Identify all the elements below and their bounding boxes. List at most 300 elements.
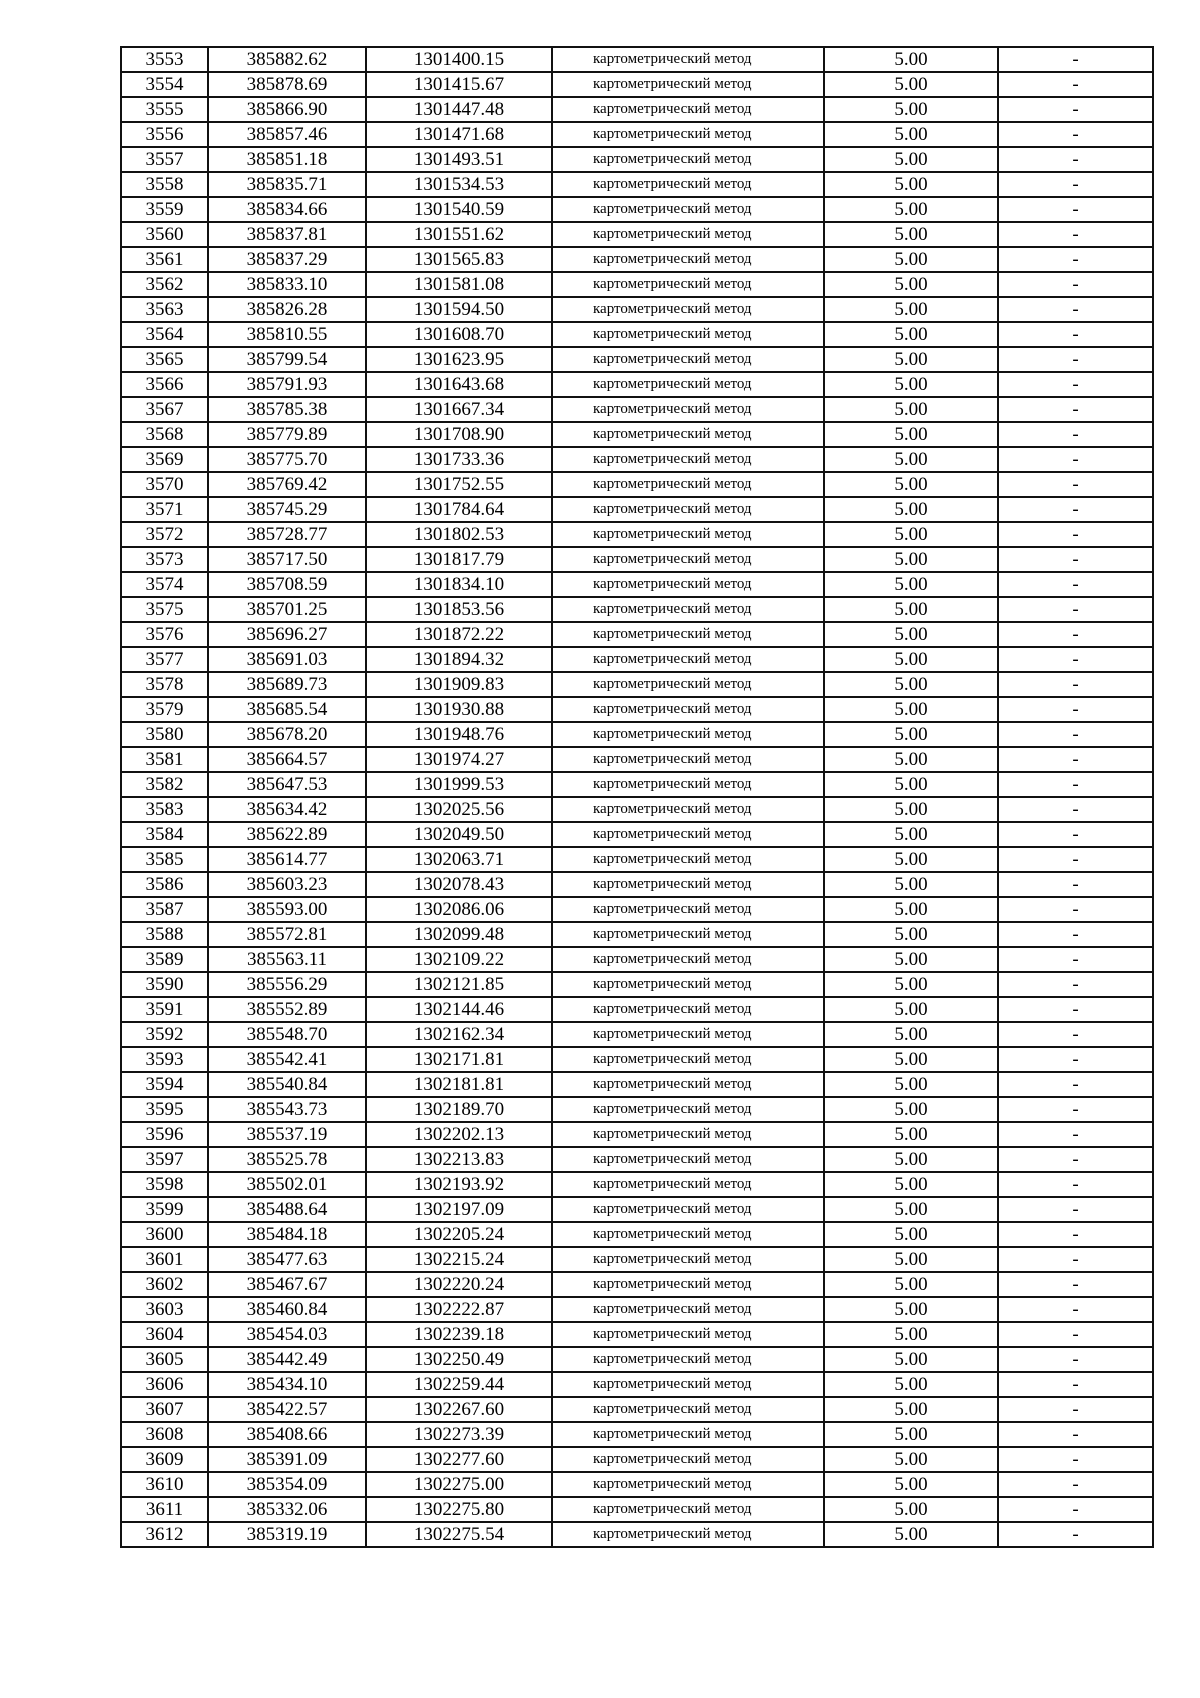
y-coordinate-cell: 1301623.95 bbox=[366, 347, 552, 372]
note-cell: - bbox=[998, 447, 1153, 472]
point-number-cell: 3577 bbox=[121, 647, 208, 672]
table-row bbox=[121, 722, 1153, 747]
point-number-cell: 3599 bbox=[121, 1197, 208, 1222]
x-coordinate-cell: 385685.54 bbox=[208, 697, 366, 722]
y-coordinate-cell: 1301752.55 bbox=[366, 472, 552, 497]
point-number-cell: 3594 bbox=[121, 1072, 208, 1097]
method-cell: картометрический метод bbox=[552, 472, 824, 497]
x-coordinate-cell: 385664.57 bbox=[208, 747, 366, 772]
table-row bbox=[121, 1297, 1153, 1322]
x-coordinate-cell: 385556.29 bbox=[208, 972, 366, 997]
method-cell: картометрический метод bbox=[552, 1072, 824, 1097]
accuracy-cell: 5.00 bbox=[824, 797, 998, 822]
point-number-cell: 3563 bbox=[121, 297, 208, 322]
accuracy-cell: 5.00 bbox=[824, 1122, 998, 1147]
accuracy-cell: 5.00 bbox=[824, 1447, 998, 1472]
y-coordinate-cell: 1302197.09 bbox=[366, 1197, 552, 1222]
point-number-cell: 3612 bbox=[121, 1522, 208, 1547]
y-coordinate-cell: 1301894.32 bbox=[366, 647, 552, 672]
note-cell: - bbox=[998, 947, 1153, 972]
table-row bbox=[121, 1022, 1153, 1047]
table-row bbox=[121, 397, 1153, 422]
accuracy-cell: 5.00 bbox=[824, 197, 998, 222]
method-cell: картометрический метод bbox=[552, 647, 824, 672]
x-coordinate-cell: 385319.19 bbox=[208, 1522, 366, 1547]
note-cell: - bbox=[998, 522, 1153, 547]
point-number-cell: 3587 bbox=[121, 897, 208, 922]
method-cell: картометрический метод bbox=[552, 1472, 824, 1497]
y-coordinate-cell: 1302189.70 bbox=[366, 1097, 552, 1122]
x-coordinate-cell: 385543.73 bbox=[208, 1097, 366, 1122]
method-cell: картометрический метод bbox=[552, 1272, 824, 1297]
note-cell: - bbox=[998, 847, 1153, 872]
method-cell: картометрический метод bbox=[552, 422, 824, 447]
y-coordinate-cell: 1302259.44 bbox=[366, 1372, 552, 1397]
x-coordinate-cell: 385552.89 bbox=[208, 997, 366, 1022]
table-row bbox=[121, 647, 1153, 672]
table-row bbox=[121, 147, 1153, 172]
accuracy-cell: 5.00 bbox=[824, 497, 998, 522]
point-number-cell: 3598 bbox=[121, 1172, 208, 1197]
accuracy-cell: 5.00 bbox=[824, 972, 998, 997]
x-coordinate-cell: 385484.18 bbox=[208, 1222, 366, 1247]
point-number-cell: 3567 bbox=[121, 397, 208, 422]
accuracy-cell: 5.00 bbox=[824, 997, 998, 1022]
point-number-cell: 3603 bbox=[121, 1297, 208, 1322]
method-cell: картометрический метод bbox=[552, 322, 824, 347]
note-cell: - bbox=[998, 672, 1153, 697]
method-cell: картометрический метод bbox=[552, 222, 824, 247]
accuracy-cell: 5.00 bbox=[824, 272, 998, 297]
note-cell: - bbox=[998, 247, 1153, 272]
note-cell: - bbox=[998, 1172, 1153, 1197]
table-row bbox=[121, 322, 1153, 347]
x-coordinate-cell: 385678.20 bbox=[208, 722, 366, 747]
method-cell: картометрический метод bbox=[552, 447, 824, 472]
x-coordinate-cell: 385603.23 bbox=[208, 872, 366, 897]
table-row bbox=[121, 272, 1153, 297]
accuracy-cell: 5.00 bbox=[824, 1322, 998, 1347]
x-coordinate-cell: 385477.63 bbox=[208, 1247, 366, 1272]
x-coordinate-cell: 385354.09 bbox=[208, 1472, 366, 1497]
accuracy-cell: 5.00 bbox=[824, 422, 998, 447]
accuracy-cell: 5.00 bbox=[824, 572, 998, 597]
x-coordinate-cell: 385878.69 bbox=[208, 72, 366, 97]
y-coordinate-cell: 1301493.51 bbox=[366, 147, 552, 172]
table-row bbox=[121, 1047, 1153, 1072]
note-cell: - bbox=[998, 1197, 1153, 1222]
x-coordinate-cell: 385537.19 bbox=[208, 1122, 366, 1147]
table-row bbox=[121, 172, 1153, 197]
table-row bbox=[121, 1147, 1153, 1172]
table-row bbox=[121, 847, 1153, 872]
method-cell: картометрический метод bbox=[552, 397, 824, 422]
note-cell: - bbox=[998, 1297, 1153, 1322]
table-row bbox=[121, 1322, 1153, 1347]
method-cell: картометрический метод bbox=[552, 1372, 824, 1397]
accuracy-cell: 5.00 bbox=[824, 1372, 998, 1397]
x-coordinate-cell: 385332.06 bbox=[208, 1497, 366, 1522]
accuracy-cell: 5.00 bbox=[824, 847, 998, 872]
x-coordinate-cell: 385837.29 bbox=[208, 247, 366, 272]
note-cell: - bbox=[998, 772, 1153, 797]
point-number-cell: 3564 bbox=[121, 322, 208, 347]
method-cell: картометрический метод bbox=[552, 247, 824, 272]
method-cell: картометрический метод bbox=[552, 47, 824, 72]
note-cell: - bbox=[998, 1447, 1153, 1472]
y-coordinate-cell: 1301784.64 bbox=[366, 497, 552, 522]
point-number-cell: 3578 bbox=[121, 672, 208, 697]
y-coordinate-cell: 1302275.54 bbox=[366, 1522, 552, 1547]
x-coordinate-cell: 385647.53 bbox=[208, 772, 366, 797]
y-coordinate-cell: 1301581.08 bbox=[366, 272, 552, 297]
table-row bbox=[121, 472, 1153, 497]
x-coordinate-cell: 385434.10 bbox=[208, 1372, 366, 1397]
method-cell: картометрический метод bbox=[552, 1122, 824, 1147]
table-row bbox=[121, 97, 1153, 122]
note-cell: - bbox=[998, 1272, 1153, 1297]
point-number-cell: 3600 bbox=[121, 1222, 208, 1247]
accuracy-cell: 5.00 bbox=[824, 1272, 998, 1297]
method-cell: картометрический метод bbox=[552, 72, 824, 97]
accuracy-cell: 5.00 bbox=[824, 322, 998, 347]
table-row bbox=[121, 1472, 1153, 1497]
note-cell: - bbox=[998, 997, 1153, 1022]
point-number-cell: 3553 bbox=[121, 47, 208, 72]
note-cell: - bbox=[998, 147, 1153, 172]
point-number-cell: 3571 bbox=[121, 497, 208, 522]
accuracy-cell: 5.00 bbox=[824, 1147, 998, 1172]
y-coordinate-cell: 1302215.24 bbox=[366, 1247, 552, 1272]
accuracy-cell: 5.00 bbox=[824, 372, 998, 397]
y-coordinate-cell: 1301948.76 bbox=[366, 722, 552, 747]
point-number-cell: 3562 bbox=[121, 272, 208, 297]
table-row bbox=[121, 197, 1153, 222]
point-number-cell: 3572 bbox=[121, 522, 208, 547]
y-coordinate-cell: 1302121.85 bbox=[366, 972, 552, 997]
method-cell: картометрический метод bbox=[552, 597, 824, 622]
x-coordinate-cell: 385408.66 bbox=[208, 1422, 366, 1447]
y-coordinate-cell: 1301594.50 bbox=[366, 297, 552, 322]
note-cell: - bbox=[998, 47, 1153, 72]
point-number-cell: 3592 bbox=[121, 1022, 208, 1047]
note-cell: - bbox=[998, 1247, 1153, 1272]
method-cell: картометрический метод bbox=[552, 572, 824, 597]
table-row bbox=[121, 672, 1153, 697]
y-coordinate-cell: 1302239.18 bbox=[366, 1322, 552, 1347]
y-coordinate-cell: 1302205.24 bbox=[366, 1222, 552, 1247]
method-cell: картометрический метод bbox=[552, 1022, 824, 1047]
note-cell: - bbox=[998, 1322, 1153, 1347]
y-coordinate-cell: 1301471.68 bbox=[366, 122, 552, 147]
y-coordinate-cell: 1302220.24 bbox=[366, 1272, 552, 1297]
accuracy-cell: 5.00 bbox=[824, 47, 998, 72]
method-cell: картометрический метод bbox=[552, 847, 824, 872]
x-coordinate-cell: 385708.59 bbox=[208, 572, 366, 597]
table-row bbox=[121, 522, 1153, 547]
x-coordinate-cell: 385442.49 bbox=[208, 1347, 366, 1372]
accuracy-cell: 5.00 bbox=[824, 222, 998, 247]
method-cell: картометрический метод bbox=[552, 697, 824, 722]
x-coordinate-cell: 385866.90 bbox=[208, 97, 366, 122]
table-row bbox=[121, 1247, 1153, 1272]
table-row bbox=[121, 422, 1153, 447]
point-number-cell: 3586 bbox=[121, 872, 208, 897]
y-coordinate-cell: 1302099.48 bbox=[366, 922, 552, 947]
accuracy-cell: 5.00 bbox=[824, 1047, 998, 1072]
y-coordinate-cell: 1302063.71 bbox=[366, 847, 552, 872]
x-coordinate-cell: 385622.89 bbox=[208, 822, 366, 847]
method-cell: картометрический метод bbox=[552, 1222, 824, 1247]
y-coordinate-cell: 1301802.53 bbox=[366, 522, 552, 547]
method-cell: картометрический метод bbox=[552, 297, 824, 322]
note-cell: - bbox=[998, 1097, 1153, 1122]
point-number-cell: 3607 bbox=[121, 1397, 208, 1422]
point-number-cell: 3606 bbox=[121, 1372, 208, 1397]
accuracy-cell: 5.00 bbox=[824, 547, 998, 572]
table-row bbox=[121, 122, 1153, 147]
accuracy-cell: 5.00 bbox=[824, 622, 998, 647]
method-cell: картометрический метод bbox=[552, 172, 824, 197]
note-cell: - bbox=[998, 1147, 1153, 1172]
table-row bbox=[121, 1522, 1153, 1547]
point-number-cell: 3573 bbox=[121, 547, 208, 572]
point-number-cell: 3597 bbox=[121, 1147, 208, 1172]
x-coordinate-cell: 385769.42 bbox=[208, 472, 366, 497]
accuracy-cell: 5.00 bbox=[824, 347, 998, 372]
point-number-cell: 3575 bbox=[121, 597, 208, 622]
accuracy-cell: 5.00 bbox=[824, 1097, 998, 1122]
y-coordinate-cell: 1301565.83 bbox=[366, 247, 552, 272]
x-coordinate-cell: 385826.28 bbox=[208, 297, 366, 322]
method-cell: картометрический метод bbox=[552, 797, 824, 822]
table-row bbox=[121, 947, 1153, 972]
method-cell: картометрический метод bbox=[552, 147, 824, 172]
accuracy-cell: 5.00 bbox=[824, 247, 998, 272]
y-coordinate-cell: 1302267.60 bbox=[366, 1397, 552, 1422]
method-cell: картометрический метод bbox=[552, 947, 824, 972]
table-row bbox=[121, 1222, 1153, 1247]
note-cell: - bbox=[998, 722, 1153, 747]
accuracy-cell: 5.00 bbox=[824, 72, 998, 97]
method-cell: картометрический метод bbox=[552, 272, 824, 297]
note-cell: - bbox=[998, 1222, 1153, 1247]
method-cell: картометрический метод bbox=[552, 97, 824, 122]
accuracy-cell: 5.00 bbox=[824, 447, 998, 472]
point-number-cell: 3608 bbox=[121, 1422, 208, 1447]
point-number-cell: 3558 bbox=[121, 172, 208, 197]
point-number-cell: 3554 bbox=[121, 72, 208, 97]
accuracy-cell: 5.00 bbox=[824, 1247, 998, 1272]
table-row bbox=[121, 797, 1153, 822]
table-row bbox=[121, 822, 1153, 847]
table-row bbox=[121, 772, 1153, 797]
x-coordinate-cell: 385779.89 bbox=[208, 422, 366, 447]
accuracy-cell: 5.00 bbox=[824, 297, 998, 322]
x-coordinate-cell: 385745.29 bbox=[208, 497, 366, 522]
method-cell: картометрический метод bbox=[552, 672, 824, 697]
accuracy-cell: 5.00 bbox=[824, 472, 998, 497]
x-coordinate-cell: 385467.67 bbox=[208, 1272, 366, 1297]
x-coordinate-cell: 385691.03 bbox=[208, 647, 366, 672]
accuracy-cell: 5.00 bbox=[824, 522, 998, 547]
method-cell: картометрический метод bbox=[552, 997, 824, 1022]
note-cell: - bbox=[998, 922, 1153, 947]
point-number-cell: 3557 bbox=[121, 147, 208, 172]
y-coordinate-cell: 1302250.49 bbox=[366, 1347, 552, 1372]
note-cell: - bbox=[998, 797, 1153, 822]
accuracy-cell: 5.00 bbox=[824, 97, 998, 122]
table-row bbox=[121, 1097, 1153, 1122]
y-coordinate-cell: 1301551.62 bbox=[366, 222, 552, 247]
point-number-cell: 3602 bbox=[121, 1272, 208, 1297]
x-coordinate-cell: 385542.41 bbox=[208, 1047, 366, 1072]
x-coordinate-cell: 385882.62 bbox=[208, 47, 366, 72]
y-coordinate-cell: 1302144.46 bbox=[366, 997, 552, 1022]
point-number-cell: 3570 bbox=[121, 472, 208, 497]
table-row bbox=[121, 1397, 1153, 1422]
y-coordinate-cell: 1301909.83 bbox=[366, 672, 552, 697]
table-row bbox=[121, 297, 1153, 322]
point-number-cell: 3559 bbox=[121, 197, 208, 222]
x-coordinate-cell: 385454.03 bbox=[208, 1322, 366, 1347]
method-cell: картометрический метод bbox=[552, 1297, 824, 1322]
table-row bbox=[121, 1497, 1153, 1522]
y-coordinate-cell: 1301534.53 bbox=[366, 172, 552, 197]
point-number-cell: 3583 bbox=[121, 797, 208, 822]
method-cell: картометрический метод bbox=[552, 197, 824, 222]
table-row bbox=[121, 697, 1153, 722]
accuracy-cell: 5.00 bbox=[824, 122, 998, 147]
note-cell: - bbox=[998, 1022, 1153, 1047]
x-coordinate-cell: 385460.84 bbox=[208, 1297, 366, 1322]
method-cell: картометрический метод bbox=[552, 1247, 824, 1272]
method-cell: картометрический метод bbox=[552, 372, 824, 397]
point-number-cell: 3595 bbox=[121, 1097, 208, 1122]
note-cell: - bbox=[998, 197, 1153, 222]
note-cell: - bbox=[998, 497, 1153, 522]
method-cell: картометрический метод bbox=[552, 1447, 824, 1472]
accuracy-cell: 5.00 bbox=[824, 897, 998, 922]
accuracy-cell: 5.00 bbox=[824, 722, 998, 747]
y-coordinate-cell: 1301643.68 bbox=[366, 372, 552, 397]
x-coordinate-cell: 385785.38 bbox=[208, 397, 366, 422]
method-cell: картометрический метод bbox=[552, 1422, 824, 1447]
point-number-cell: 3605 bbox=[121, 1347, 208, 1372]
table-row bbox=[121, 1197, 1153, 1222]
table-row bbox=[121, 447, 1153, 472]
y-coordinate-cell: 1302222.87 bbox=[366, 1297, 552, 1322]
note-cell: - bbox=[998, 272, 1153, 297]
method-cell: картометрический метод bbox=[552, 922, 824, 947]
method-cell: картометрический метод bbox=[552, 1522, 824, 1547]
table-row bbox=[121, 547, 1153, 572]
y-coordinate-cell: 1302025.56 bbox=[366, 797, 552, 822]
y-coordinate-cell: 1301733.36 bbox=[366, 447, 552, 472]
y-coordinate-cell: 1301415.67 bbox=[366, 72, 552, 97]
method-cell: картометрический метод bbox=[552, 497, 824, 522]
note-cell: - bbox=[998, 297, 1153, 322]
note-cell: - bbox=[998, 747, 1153, 772]
method-cell: картометрический метод bbox=[552, 1172, 824, 1197]
note-cell: - bbox=[998, 597, 1153, 622]
x-coordinate-cell: 385857.46 bbox=[208, 122, 366, 147]
y-coordinate-cell: 1301667.34 bbox=[366, 397, 552, 422]
table-row bbox=[121, 572, 1153, 597]
x-coordinate-cell: 385775.70 bbox=[208, 447, 366, 472]
note-cell: - bbox=[998, 97, 1153, 122]
x-coordinate-cell: 385799.54 bbox=[208, 347, 366, 372]
table-row bbox=[121, 972, 1153, 997]
note-cell: - bbox=[998, 122, 1153, 147]
y-coordinate-cell: 1302273.39 bbox=[366, 1422, 552, 1447]
x-coordinate-cell: 385488.64 bbox=[208, 1197, 366, 1222]
table-row bbox=[121, 222, 1153, 247]
table-row bbox=[121, 1172, 1153, 1197]
table-row bbox=[121, 1422, 1153, 1447]
accuracy-cell: 5.00 bbox=[824, 672, 998, 697]
point-number-cell: 3591 bbox=[121, 997, 208, 1022]
accuracy-cell: 5.00 bbox=[824, 1422, 998, 1447]
accuracy-cell: 5.00 bbox=[824, 697, 998, 722]
table-row bbox=[121, 1372, 1153, 1397]
x-coordinate-cell: 385717.50 bbox=[208, 547, 366, 572]
x-coordinate-cell: 385835.71 bbox=[208, 172, 366, 197]
table-row bbox=[121, 1347, 1153, 1372]
table-row bbox=[121, 47, 1153, 72]
point-number-cell: 3561 bbox=[121, 247, 208, 272]
y-coordinate-cell: 1302277.60 bbox=[366, 1447, 552, 1472]
accuracy-cell: 5.00 bbox=[824, 947, 998, 972]
x-coordinate-cell: 385833.10 bbox=[208, 272, 366, 297]
point-number-cell: 3569 bbox=[121, 447, 208, 472]
x-coordinate-cell: 385696.27 bbox=[208, 622, 366, 647]
x-coordinate-cell: 385548.70 bbox=[208, 1022, 366, 1047]
point-number-cell: 3576 bbox=[121, 622, 208, 647]
y-coordinate-cell: 1301708.90 bbox=[366, 422, 552, 447]
note-cell: - bbox=[998, 1472, 1153, 1497]
table-row bbox=[121, 872, 1153, 897]
point-number-cell: 3604 bbox=[121, 1322, 208, 1347]
accuracy-cell: 5.00 bbox=[824, 172, 998, 197]
y-coordinate-cell: 1301834.10 bbox=[366, 572, 552, 597]
y-coordinate-cell: 1302213.83 bbox=[366, 1147, 552, 1172]
point-number-cell: 3584 bbox=[121, 822, 208, 847]
y-coordinate-cell: 1302078.43 bbox=[366, 872, 552, 897]
note-cell: - bbox=[998, 647, 1153, 672]
x-coordinate-cell: 385540.84 bbox=[208, 1072, 366, 1097]
y-coordinate-cell: 1302275.00 bbox=[366, 1472, 552, 1497]
accuracy-cell: 5.00 bbox=[824, 1022, 998, 1047]
table-row bbox=[121, 897, 1153, 922]
note-cell: - bbox=[998, 422, 1153, 447]
y-coordinate-cell: 1302202.13 bbox=[366, 1122, 552, 1147]
y-coordinate-cell: 1301608.70 bbox=[366, 322, 552, 347]
note-cell: - bbox=[998, 372, 1153, 397]
method-cell: картометрический метод bbox=[552, 1097, 824, 1122]
table-row bbox=[121, 1272, 1153, 1297]
point-number-cell: 3568 bbox=[121, 422, 208, 447]
accuracy-cell: 5.00 bbox=[824, 1222, 998, 1247]
x-coordinate-cell: 385563.11 bbox=[208, 947, 366, 972]
accuracy-cell: 5.00 bbox=[824, 1497, 998, 1522]
point-number-cell: 3579 bbox=[121, 697, 208, 722]
note-cell: - bbox=[998, 1347, 1153, 1372]
note-cell: - bbox=[998, 1072, 1153, 1097]
point-number-cell: 3582 bbox=[121, 772, 208, 797]
method-cell: картометрический метод bbox=[552, 722, 824, 747]
point-number-cell: 3609 bbox=[121, 1447, 208, 1472]
